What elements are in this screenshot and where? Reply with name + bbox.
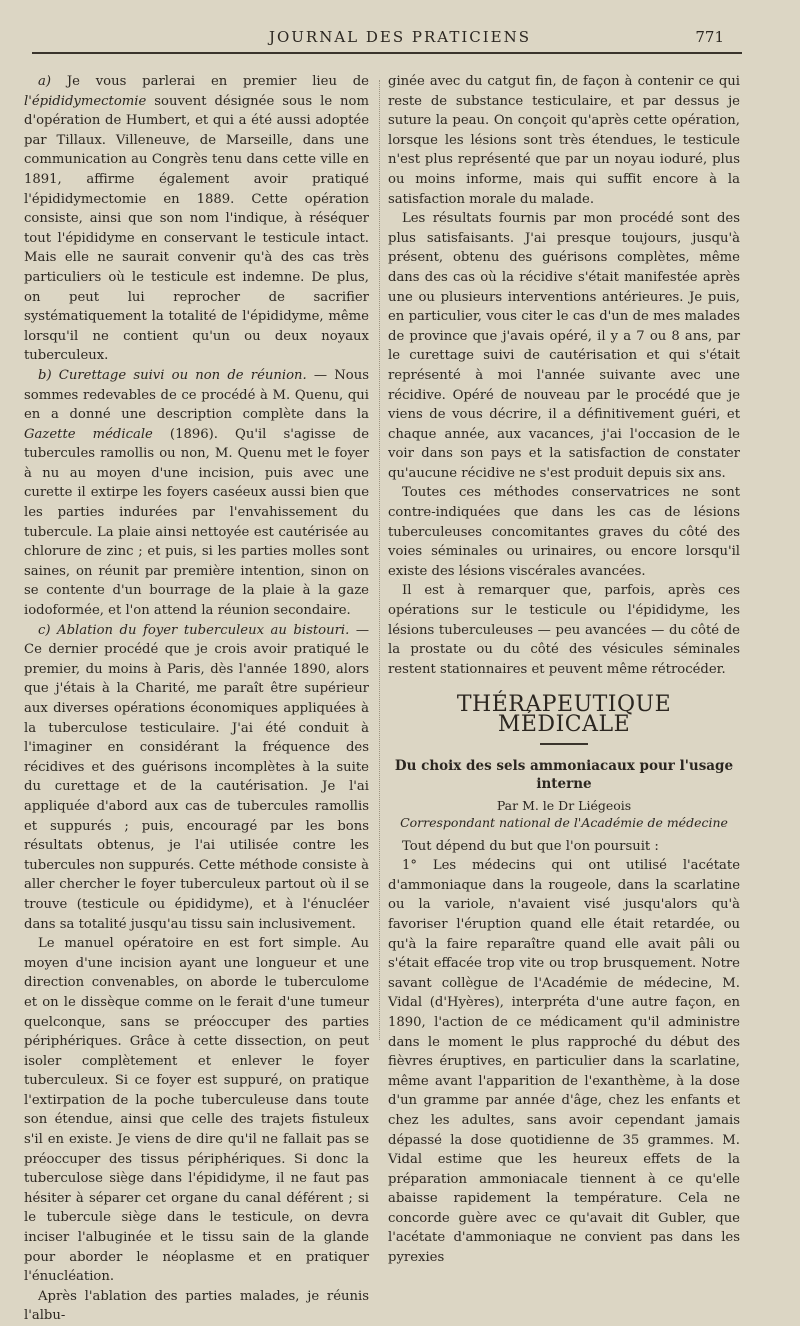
- paragraph-epididymectomie: [24, 72, 369, 366]
- paragraph-acetate: 1° Les médecins qui ont utilisé l'acétate d'ammoniaque dans la rougeole, dans la scarlatine ou la variole, n'avaient visé jusqu'alors qu'à favoriser l'éruption quand elle était retardée, ou qu'à la faire reparaître quand elle avait pâli ou s'était effacée trop vite ou trop brusquement. Notre savant collègue de l'Académie de médecine, M. Vidal (d'Hyères), interpréta d'une autre façon, en 1890, l'action de ce médicament qu'il administre dans le moment le plus rapproché du début des fièvres éruptives, en particulier dans la scarlatine, même avant l'apparition de l'exanthème, à la dose d'un gramme par année d'âge, chez les enfants et chez les adultes, sans avoir cependant jamais dépassé la dose quotidienne de 35 grammes. M. Vidal estime que les heureux effets de la préparation ammoniacale tiennent à ce qu'elle abaisse rapidement la température. Cela ne concorde guère avec ce qu'avait dit Gubler, que l'acétate d'ammoniaque ne convient pas dans les pyrexies: [388, 858, 740, 1266]
- journal-title: JOURNAL DES PRATICIENS: [268, 28, 532, 46]
- paragraph-albuginee-cont: ginée avec du catgut fin, de façon à contenir ce qui reste de substance testiculaire, et par dessus je suture la peau. On conçoit qu'après cette opération, lorsque les lésions sont très étendues, le testicule n'est plus représenté que par un noyau ioduré, plus ou moins informe, mais qui suffit encore à la satisfaction morale du malade.: [388, 74, 740, 207]
- paragraph-albuginee-start: Après l'ablation des parties malades, je réunis l'albu-: [24, 1288, 369, 1324]
- header-rule: [32, 52, 742, 54]
- subsection-title-ablation: Ablation du foyer tuberculeux au bistouri.: [57, 622, 350, 638]
- author-affiliation: Correspondant national de l'Académie de médecine: [400, 814, 728, 830]
- item-label-c: c): [38, 622, 51, 638]
- left-column: [24, 72, 369, 1326]
- paragraph-remarque: Il est à remarquer que, parfois, après ces opérations sur le testicule ou l'épididyme, les lésions tuberculeuses — peu avancées — du côté de la prostate ou du côté des vésicules séminales restent stationnaires et peuvent même rétrocéder.: [388, 583, 740, 677]
- article-title: Du choix des sels ammoniacaux pour l'usage interne: [394, 757, 734, 792]
- paragraph-manuel-operatoire: Le manuel opératoire en est fort simple. Au moyen d'une incision ayant une longueur et une direction convenables, on aborde le tuberculome et on le dissèque comme on le ferait d'une tumeur quelconque, sans se préoccuper des parties périphériques. Grâce à cette dissection, on peut isoler complètement et enlever le foyer tuberculeux. Si ce foyer est suppuré, on pratique l'extirpation de la poche tuberculeuse dans toute son étendue, ainsi que celle des trajets fistuleux s'il en existe. Je viens de dire qu'il ne fallait pas se préoccuper des tissus périphériques. Si donc la tuberculose siège dans l'épididyme, il ne faut pas hésiter à séparer cet organe du canal déférent ; si le tubercule siège dans le testicule, on devra inciser l'albuginée et le tissu sain de la glande pour aborder le néoplasme et en pratiquer l'énucléation.: [24, 936, 369, 1285]
- paragraph-curettage: [24, 366, 369, 621]
- term-epididymectomie: l'épididymectomie: [24, 93, 147, 109]
- paragraph-text: (1896). Qu'il s'agisse de tubercules ramollis ou non, M. Quenu met le foyer à nu au moyen d'une incision, puis avec une curette il extirpe les foyers caséeux aussi bien que les parties indurées par l'envahissement du tubercule. La plaie ainsi nettoyée est cautérisée au chlorure de zinc ; et puis, si les parties molles sont saines, on réunit par première intention, sinon on se contente d'un bourrage de la plaie à la gaze iodoformée, et l'on attend la réunion secondaire.: [24, 426, 369, 619]
- paragraph-ablation: [24, 621, 369, 935]
- right-column: [388, 72, 740, 1268]
- paragraph-text: souvent désignée sous le nom d'opération de Humbert, et qui a été aussi adoptée par Tillaux. Villeneuve, de Marseille, dans une communication au Congrès tenu dans cette ville en 1891, affirme également avoir pratiqué l'épididymectomie en 1889. Cette opération consiste, ainsi que son nom l'indique, à réséquer tout l'épididyme en conservant le testicule intact. Mais elle ne saurait convenir qu'à des cas très particuliers où le testicule est indemne. De plus, on peut lui reprocher de sacrifier systématiquement la totalité de l'épididyme, même lorsqu'il ne contient qu'un ou deux noyaux tuberculeux.: [24, 93, 369, 364]
- section-title: THÉRAPEUTIQUE MÉDICALE: [456, 692, 672, 737]
- paragraph-text: Je vous parlerai en premier lieu de: [66, 74, 369, 89]
- item-label-a: a): [38, 74, 52, 89]
- paragraph-resultats: Les résultats fournis par mon procédé sont des plus satisfaisants. J'ai presque toujours, jusqu'à présent, obtenu des guérisons complètes, même dans des cas où la récidive s'était manifestée après une ou plusieurs interventions antérieures. Je puis, en particulier, vous citer le cas d'un de mes malades de province que j'avais opéré, il y a 7 ou 8 ans, par le curettage suivi de cautérisation et qui s'était représenté à moi l'année suivante avec une récidive. Opéré de nouveau par le procédé que je viens de vous décrire, il a définitivement guéri, et chaque année, aux vacances, j'ai l'occasion de le voir dans son pays et la satisfaction de constater qu'aucune récidive ne s'est produit depuis six ans.: [388, 211, 740, 481]
- paragraph-intro: Tout dépend du but que l'on poursuit :: [402, 838, 659, 854]
- page-number: 771: [695, 28, 724, 46]
- section-rule: [540, 743, 588, 745]
- paragraph-text: — Nous sommes redevables de ce procédé à M. Quenu, qui en a donné une description complète dans la: [24, 367, 369, 423]
- journal-citation: Gazette médicale: [24, 426, 153, 442]
- page-header: [0, 28, 800, 50]
- paragraph-contre-indications: Toutes ces méthodes conservatrices ne sont contre-indiquées que dans les cas de lésions tuberculeuses concomitantes graves du côté des voies séminales ou urinaires, ou encore lorsqu'il existe des lésions viscérales avancées.: [388, 485, 740, 579]
- paragraph-text: — Ce dernier procédé que je crois avoir pratiqué le premier, du moins à Paris, dès l'année 1890, alors que j'étais à la Charité, me paraît être supérieur aux diverses opérations économiques appliquées à la tuberculose testiculaire. J'ai été conduit à l'imaginer en considérant la fréquence des récidives et des guérisons incomplètes à la suite du curettage et de la cautérisation. Je l'ai appliquée d'abord aux cas de tubercules ramollis et suppurés ; puis, encouragé par les bons résultats obtenus, je l'ai utilisée contre les tubercules non suppurés. Cette méthode consiste à aller chercher le foyer tuberculeux partout où il se trouve (testicule ou épididyme), et à l'énucléer dans sa totalité jusqu'au tissu sain inclusivement.: [24, 622, 369, 932]
- article-byline: Par M. le Dr Liégeois: [496, 797, 632, 813]
- subsection-title-curettage: Curettage suivi ou non de réunion.: [58, 367, 307, 383]
- column-divider: [379, 80, 380, 1040]
- item-label-b: b): [38, 367, 52, 383]
